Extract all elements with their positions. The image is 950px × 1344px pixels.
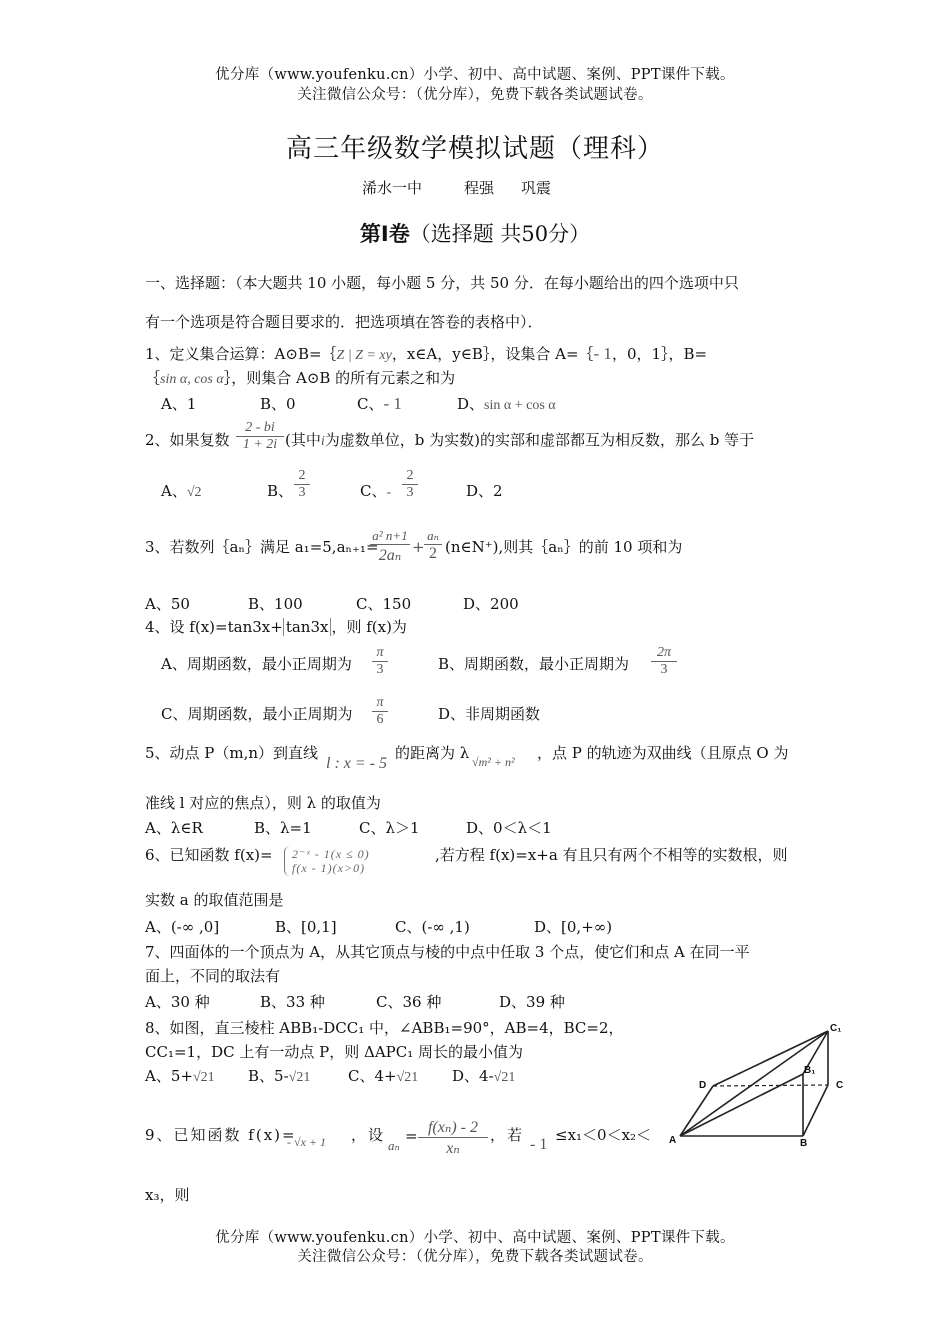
q1-text-b: ，x∈A，y∈B｝，设集合 A=｛ <box>391 345 594 363</box>
q6-option-a: A、(-∞ ,0] <box>145 918 220 936</box>
header-line-1: 优分库（www.youfenku.cn）小学、初中、高中试题、案例、PPT课件下载。 <box>215 67 735 83</box>
q9-eq: = <box>405 1127 418 1145</box>
q4-stem-a: 4、设 f(x)=tan3x+ <box>145 618 283 636</box>
q2-post <box>285 430 754 452</box>
q3-post: (n∈N⁺),则其｛aₙ｝的前 10 项和为 <box>445 538 683 556</box>
q1-option-c-math: - 1 <box>383 394 402 413</box>
q3-fraction-1 <box>370 528 410 565</box>
q4-option-c-num: π <box>372 695 388 712</box>
q1-option-d-math: sin α + cos α <box>484 398 556 413</box>
q8-option-a-root: √21 <box>192 1070 215 1085</box>
header-line-2: 关注微信公众号：（优分库），免费下载各类试题试卷。 <box>297 87 653 103</box>
q3-pre: 3、若数列｛aₙ｝满足 a₁=5,aₙ₊₁= <box>145 538 379 556</box>
page-title: 高三年级数学模拟试题（理科） <box>285 134 664 164</box>
q8-option-b <box>248 1066 310 1088</box>
q1-line-1 <box>145 344 707 366</box>
q4-option-d: D、非周期函数 <box>438 705 541 723</box>
q1-option-c <box>357 394 402 414</box>
q4-option-c: C、周期函数，最小正周期为 <box>161 705 353 723</box>
q2-option-a-math: √2 <box>186 485 202 500</box>
q4-stem <box>145 617 407 637</box>
q2-fraction <box>236 420 284 453</box>
q1-text-e: ｝，则集合 A⊙B 的所有元素之和为 <box>223 369 456 387</box>
q4-option-b-den: 3 <box>660 662 668 677</box>
q6-pre: 6、已知函数 f(x)= <box>145 846 273 864</box>
q2-option-c-frac <box>402 468 418 501</box>
q2-option-c-neg: - <box>386 485 392 500</box>
q2-post-a: (其中 <box>285 431 321 449</box>
q1-text-c: ，0，1｝，B= <box>611 345 708 363</box>
q9-fraction-num: f(xₙ) - 2 <box>418 1117 488 1138</box>
q8-option-d-root: √21 <box>493 1070 516 1085</box>
q2-option-b-den: 3 <box>298 485 306 500</box>
q1-option-b: B、0 <box>260 395 296 413</box>
q3-option-b: B、100 <box>248 595 303 613</box>
q8-option-a <box>145 1066 215 1088</box>
q8-option-c <box>348 1066 418 1088</box>
q5-post: ，点 P 的轨迹为双曲线（且原点 O 为 <box>537 744 789 762</box>
q7-option-a: A、30 种 <box>145 993 210 1011</box>
q5-option-a: A、λ∈R <box>145 819 203 837</box>
q7-line-2: 面上，不同的取法有 <box>145 967 281 985</box>
label-b: B <box>800 1138 808 1146</box>
q4-option-c-den: 6 <box>376 712 384 727</box>
edge-dc1 <box>713 1031 828 1086</box>
q2-option-b-label: B、 <box>267 482 294 500</box>
q1-option-d-label: D、 <box>457 395 485 413</box>
q3-fraction-2 <box>424 528 442 563</box>
q1-neg-one: - 1 <box>593 344 612 363</box>
label-c1: C₁ <box>830 1023 842 1034</box>
q2-option-b-num: 2 <box>294 468 310 485</box>
label-a: A <box>669 1135 677 1146</box>
q9-fraction <box>418 1117 488 1158</box>
q4-option-b-frac <box>651 645 677 678</box>
q4-option-c-frac <box>372 695 388 728</box>
q9-fraction-den: xₙ <box>446 1140 460 1157</box>
q5-option-b: B、λ=1 <box>254 819 312 837</box>
q9-pre: 9、已知函数 f(x)= <box>145 1126 297 1144</box>
q9-line-2: x₃，则 <box>145 1186 190 1204</box>
q8-option-d-label: D、4- <box>452 1067 494 1085</box>
label-b1: B₁ <box>804 1065 816 1076</box>
q3-fraction-2-den: 2 <box>429 545 437 562</box>
q1-option-a: A、1 <box>161 395 197 413</box>
footer-line-2: 关注微信公众号：（优分库），免费下载各类试题试卷。 <box>297 1249 653 1265</box>
edge-dc-hidden <box>713 1085 828 1086</box>
q5-line-equation: l : x = - 5 <box>326 755 387 772</box>
section-intro-1: 一、选择题：（本大题共 10 小题，每小题 5 分，共 50 分．在每小题给出的四个选项中只 <box>145 274 739 292</box>
q8-option-c-root: √21 <box>396 1070 419 1085</box>
q4-option-a: A、周期函数，最小正周期为 <box>161 655 352 673</box>
q7-option-d: D、39 种 <box>499 993 565 1011</box>
q1-text-a: 1、定义集合运算：A⊙B=｛ <box>145 345 337 363</box>
part-heading <box>0 218 950 248</box>
q9-post: ，若 <box>490 1126 525 1144</box>
q8-option-b-root: √21 <box>288 1070 311 1085</box>
q1-set-b: sin α, cos α <box>160 372 224 387</box>
q5-mid: 的距离为 λ <box>395 744 470 762</box>
q6-piece-1: 2⁻ˣ - 1(x ≤ 0) <box>292 847 370 861</box>
q9-post-2: ≤x₁＜0＜x₂＜ <box>555 1126 652 1144</box>
q6-piece-2: f(x - 1)(x>0) <box>292 861 366 875</box>
q4-option-a-frac <box>372 645 388 678</box>
q6-option-d: D、[0,+∞) <box>534 918 613 936</box>
q4-option-a-den: 3 <box>376 662 384 677</box>
q2-option-c-label <box>360 481 391 503</box>
q9-function-math: - √x + 1 <box>287 1135 327 1149</box>
q2-option-c-num: 2 <box>402 468 418 485</box>
q2-fraction-den: 1 + 2i <box>242 437 278 452</box>
q3-fraction-1-den: 2aₙ <box>378 547 402 564</box>
q5-sqrt: √m² + n² <box>472 755 515 769</box>
q9-an: aₙ <box>388 1138 400 1153</box>
label-d: D <box>699 1080 707 1091</box>
q6-option-c: C、(-∞ ,1) <box>395 918 470 936</box>
q4-option-b: B、周期函数，最小正周期为 <box>438 655 630 673</box>
q2-option-a <box>161 481 202 503</box>
q1-text-d: ｛ <box>145 369 161 387</box>
q1-line-2 <box>145 368 455 390</box>
section-intro-2: 有一个选项是符合题目要求的．把选项填在答卷的表格中）． <box>145 313 543 331</box>
q3-option-a: A、50 <box>145 595 190 613</box>
q5-option-c: C、λ＞1 <box>359 819 420 837</box>
q2-option-b-frac <box>294 468 310 501</box>
q2-option-d: D、2 <box>466 482 503 500</box>
q8-option-c-label: C、4+ <box>348 1067 397 1085</box>
q2-pre: 2、如果复数 <box>145 431 230 449</box>
q3-option-c: C、150 <box>356 595 412 613</box>
part-heading-rest: （选择题 共50分） <box>409 222 591 246</box>
footer-line-1: 优分库（www.youfenku.cn）小学、初中、高中试题、案例、PPT课件下载。 <box>215 1230 735 1246</box>
part-heading-bold: 第Ⅰ卷 <box>359 222 410 246</box>
q8-line-2: CC₁=1，DC 上有一动点 P，则 ΔAPC₁ 周长的最小值为 <box>145 1043 523 1061</box>
q5-pre: 5、动点 P（m,n）到直线 <box>145 744 319 762</box>
label-c: C <box>836 1080 844 1091</box>
q6-post: ,若方程 f(x)=x+a 有且只有两个不相等的实数根，则 <box>435 846 788 864</box>
q4-abs-value: tan3x <box>283 618 332 636</box>
q9-mid: ，设 <box>351 1126 386 1144</box>
author-name-2: 巩震 <box>521 179 552 197</box>
q2-i: i <box>320 434 325 449</box>
q2-post-b: 为虚数单位，b 为实数)的实部和虚部都互为相反数，那么 b 等于 <box>324 431 755 449</box>
q2-option-c-den: 3 <box>406 485 414 500</box>
q4-stem-b: ，则 f(x)为 <box>331 618 407 636</box>
author-name-1: 程强 <box>464 179 495 197</box>
q2-option-a-label: A、 <box>161 482 187 500</box>
q2-fraction-num: 2 - bi <box>236 420 284 437</box>
q4-option-b-num: 2π <box>651 645 677 662</box>
q3-fraction-2-num: aₙ <box>424 528 442 545</box>
q3-option-d: D、200 <box>463 595 519 613</box>
q8-option-d <box>452 1066 515 1088</box>
q1-set-op: Z | Z = xy <box>336 348 392 363</box>
q6-line-2: 实数 a 的取值范围是 <box>145 891 284 909</box>
q7-line-1: 7、四面体的一个顶点为 A，从其它顶点与棱的中点中任取 3 个点，使它们和点 A 在同一平 <box>145 943 750 961</box>
q2-option-c-text: C、 <box>360 482 387 500</box>
q7-option-b: B、33 种 <box>260 993 325 1011</box>
q4-option-a-num: π <box>372 645 388 662</box>
q3-plus: + <box>412 538 425 556</box>
q3-fraction-1-num: a² n+1 <box>370 528 410 545</box>
q6-option-b: B、[0,1] <box>275 918 337 936</box>
q8-option-b-label: B、5- <box>248 1067 289 1085</box>
edge-bc <box>803 1085 828 1136</box>
q1-option-c-label: C、 <box>357 395 384 413</box>
q8-option-a-label: A、5+ <box>145 1067 193 1085</box>
q8-line-1: 8、如图，直三棱柱 ABB₁-DCC₁ 中，∠ABB₁=90°，AB=4，BC=2， <box>145 1019 624 1037</box>
q1-option-d <box>457 394 556 416</box>
q5-line-2: 准线 l 对应的焦点），则 λ 的取值为 <box>145 794 381 812</box>
author-school: 浠水一中 <box>362 179 423 197</box>
q5-option-d: D、0＜λ＜1 <box>466 819 552 837</box>
q9-neg-one: - 1 <box>530 1136 548 1153</box>
q7-option-c: C、36 种 <box>376 993 442 1011</box>
prism-figure <box>668 1018 858 1146</box>
